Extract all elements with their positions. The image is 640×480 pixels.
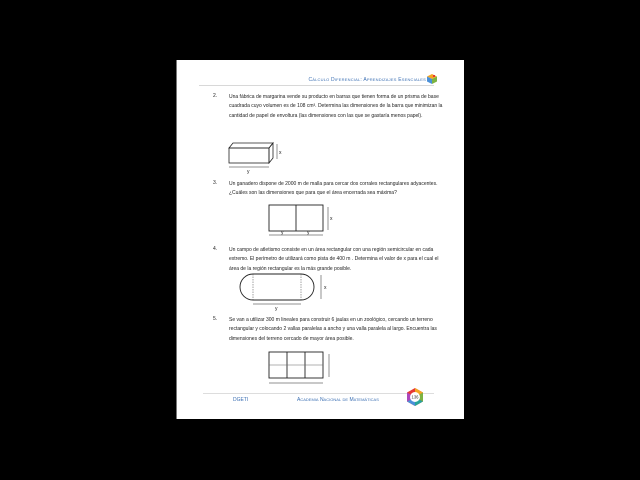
stadium-track-figure <box>237 272 337 312</box>
svg-text:x: x <box>330 216 333 222</box>
zoo-cages-figure <box>267 350 339 388</box>
svg-text:136: 136 <box>411 394 419 400</box>
problem-text: Una fábrica de margarina vende su producto en barras que tienen forma de un prisma de base cuadrada cuyo volumen es de 108 cm³. Determina las dimensiones de la barra que minimizan la cantidad de papel de envoltura (las dimensiones con las que se gastaría menos papel). <box>229 94 443 119</box>
problem-text: Un campo de atletismo consiste en un área rectangular con una región semicircular en cada extremo. El perímetro de utilizará como pista de 400 m . Determina el valor de x para el cual el área de la región rectangular es la más grande posible. <box>229 247 439 272</box>
problem-number: 2. <box>213 93 218 99</box>
problem-text: Se van a utilizar 300 m lineales para construir 6 jaulas en un zoológico, cercando un terreno rectangular y colocando 2 vallas paralelas a ancho y una valla paralela al largo. Encuentra las dimensiones del terreno cercado de mayor área posible. <box>229 317 437 342</box>
prism-figure <box>225 138 285 176</box>
two-corrals-figure <box>267 203 335 243</box>
page-header <box>177 60 464 88</box>
hexagon-logo-icon <box>406 388 424 406</box>
colorful-cube-icon <box>427 74 437 84</box>
header-divider <box>199 85 434 86</box>
svg-text:x: x <box>324 285 327 291</box>
header-title: Cálculo Diferencial: Aprendizajes Esenciales <box>308 77 426 83</box>
footer-dgeti: DGETI <box>233 397 249 403</box>
problem-number: 4. <box>213 246 218 252</box>
svg-text:y: y <box>281 230 284 236</box>
svg-text:x: x <box>279 150 282 156</box>
problem-number: 3. <box>213 180 218 186</box>
problem-number: 5. <box>213 316 218 322</box>
problem-text: Un ganadero dispone de 2000 m de malla para cercar dos corrales rectangulares adyacentes. ¿Cuáles son las dimensiones que para que el área encerrada sea máxima? <box>229 181 438 197</box>
footer-divider <box>203 393 434 394</box>
svg-text:y: y <box>307 230 310 236</box>
page-number-badge <box>406 388 424 406</box>
svg-text:y: y <box>247 169 250 175</box>
document-page <box>176 60 464 419</box>
svg-text:y: y <box>275 306 278 312</box>
footer-academy: Academia Nacional de Matemáticas <box>297 397 379 403</box>
